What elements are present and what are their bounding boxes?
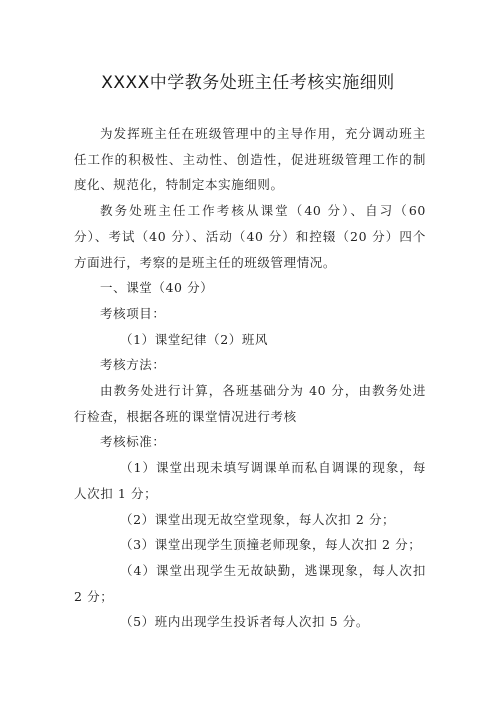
assessment-items-list: （1）课堂纪律（2）班风	[120, 331, 269, 347]
standard-item-2: （2）课堂出现无故空堂现象，每人次扣 2 分；	[120, 511, 396, 527]
scope-paragraph: 教务处班主任工作考核从课堂（40 分）、自习（60 分）、考试（40 分）、活动（40 分）和控辍（20 分）四个方面进行，考察的是班主任的班级管理情况。	[74, 203, 426, 270]
intro-paragraph: 为发挥班主任在班级管理中的主导作用，充分调动班主任工作的积极性、主动性、创造性，促进班级管理工作的制度化、规范化，特制定本实施细则。	[74, 126, 426, 193]
label-assessment-method: 考核方法：	[100, 357, 166, 373]
section-heading-classroom: 一、课堂（40 分）	[100, 280, 214, 296]
document-body	[74, 121, 426, 635]
standard-item-1: （1）课堂出现未填写调课单而私自调课的现象，每人次扣 1 分；	[74, 460, 426, 501]
standard-item-4: （4）课堂出现学生无故缺勤，逃课现象，每人次扣 2 分；	[74, 562, 426, 604]
document-title: XXXX中学教务处班主任考核实施细则	[101, 73, 395, 93]
assessment-method-text: 由教务处进行计算，各班基础分为 40 分，由教务处进行检查，根据各班的课堂情况进行考核	[74, 383, 426, 424]
label-assessment-items: 考核项目：	[100, 305, 166, 321]
standard-item-5: （5）班内出现学生投诉者每人次扣 5 分。	[120, 614, 369, 630]
standard-item-3: （3）课堂出现学生顶撞老师现象，每人次扣 2 分；	[120, 537, 422, 553]
label-assessment-standard: 考核标准：	[100, 434, 166, 450]
